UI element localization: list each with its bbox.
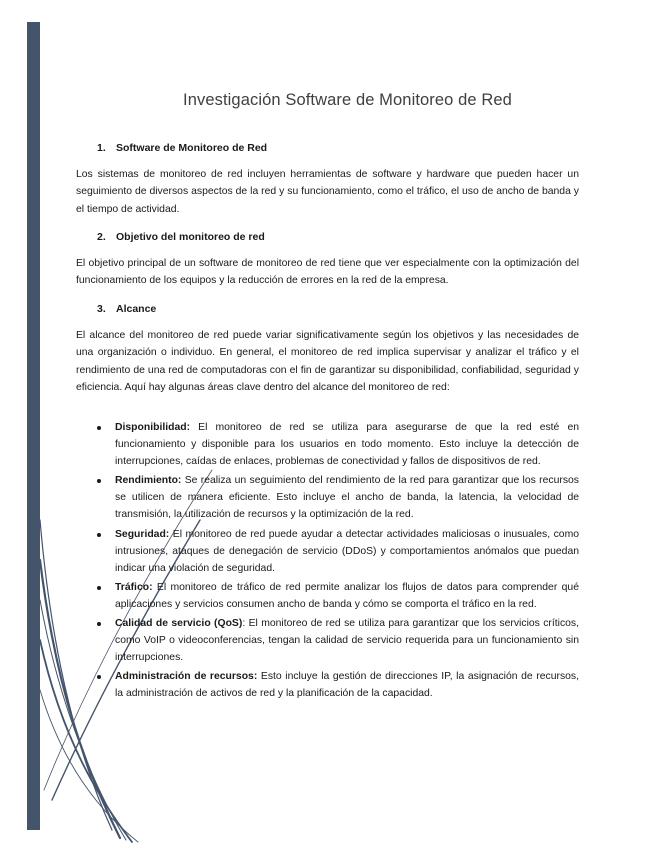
bullet-term: Administración de recursos: [115, 671, 258, 683]
section-title: Software de Monitoreo de Red [116, 142, 268, 154]
section-title: Alcance [116, 303, 157, 315]
decor-curve-1 [40, 520, 112, 830]
page-title: Investigación Software de Monitoreo de Red [183, 91, 512, 109]
list-item [115, 668, 579, 702]
bullet-text: Se realiza un seguimiento del rendimiento de la red para garantizar que los recursos se utilicen de manera eficiente. Esto incluye el ancho de banda, la latencia, la velocidad de transmisión, la utilización de recursos y la optimización de la red. [115, 475, 579, 521]
section-heading-2 [97, 231, 265, 243]
section-number: 3. [97, 303, 106, 315]
bullet-term: Tráfico: [115, 581, 153, 593]
bullet-term: Disponibilidad: [115, 422, 191, 433]
bullet-text: El monitoreo de tráfico de red permite analizar los flujos de datos para comprender qué aplicaciones y servicios consumen ancho de banda y cómo se comporta el tráfico en la red. [115, 581, 579, 610]
scope-bullet-list [115, 419, 579, 703]
section-paragraph-2: El objetivo principal de un software de monitoreo de red tiene que ver especialmente con la optimización del funcionamiento de los equipos y la reducción de errores en la red de la empresa. [76, 258, 579, 287]
section-heading-1 [97, 142, 267, 154]
decor-curve-2 [40, 560, 120, 838]
list-item [115, 615, 579, 666]
page-side-bar [27, 22, 40, 830]
bullet-term: Calidad de servicio (QoS) [115, 618, 243, 630]
bullet-text: El monitoreo de red se utiliza para asegurarse de que la red esté en funcionamiento y disponible para los usuarios en todo momento. Esto incluye la detección de interrupciones, caídas de enlaces, problemas de conectividad y fallos de dispositivos de red. [115, 422, 579, 468]
section-paragraph-3: El alcance del monitoreo de red puede variar significativamente según los objetivos y las necesidades de una organización o individuo. En general, el monitoreo de red implica supervisar y analizar el tráfico y el rendimiento de una red de computadoras con el fin de garantizar su disponibilidad, confiabilidad, seguridad y eficiencia. Aquí hay algunas áreas clave dentro del alcance del monitoreo de red: [76, 330, 579, 393]
list-item [115, 419, 579, 470]
bullet-term: Rendimiento: [115, 475, 182, 487]
list-item [115, 526, 579, 577]
bullet-text: Esto incluye la gestión de direcciones IP, la asignación de recursos, la administración de activos de red y la planificación de la capacidad. [115, 671, 579, 700]
section-number: 2. [97, 231, 106, 243]
decor-curve-3 [40, 600, 126, 840]
section-number: 1. [97, 142, 106, 154]
decor-curve-5 [40, 690, 138, 842]
bullet-text: El monitoreo de red puede ayudar a detectar actividades maliciosas o inusuales, como intrusiones, ataques de denegación de servicio (DDoS) y comportamientos anómalos que puedan indicar una violación de seguridad. [115, 528, 579, 574]
section-paragraph-1: Los sistemas de monitoreo de red incluyen herramientas de software y hardware que pueden hacer un seguimiento de diversos aspectos de la red y su funcionamiento, como el tráfico, el uso de ancho de banda y el tiempo de actividad. [76, 169, 579, 215]
bullet-term: Seguridad: [115, 528, 170, 540]
list-item [115, 472, 579, 523]
section-heading-3 [97, 303, 156, 315]
list-item [115, 579, 579, 613]
section-title: Objetivo del monitoreo de red [116, 231, 265, 243]
bullet-text: : El monitoreo de red se utiliza para garantizar que los servicios críticos, como VoIP o videoconferencias, tengan la calidad de servicio requerida para un funcionamiento sin interrupciones. [115, 618, 580, 664]
